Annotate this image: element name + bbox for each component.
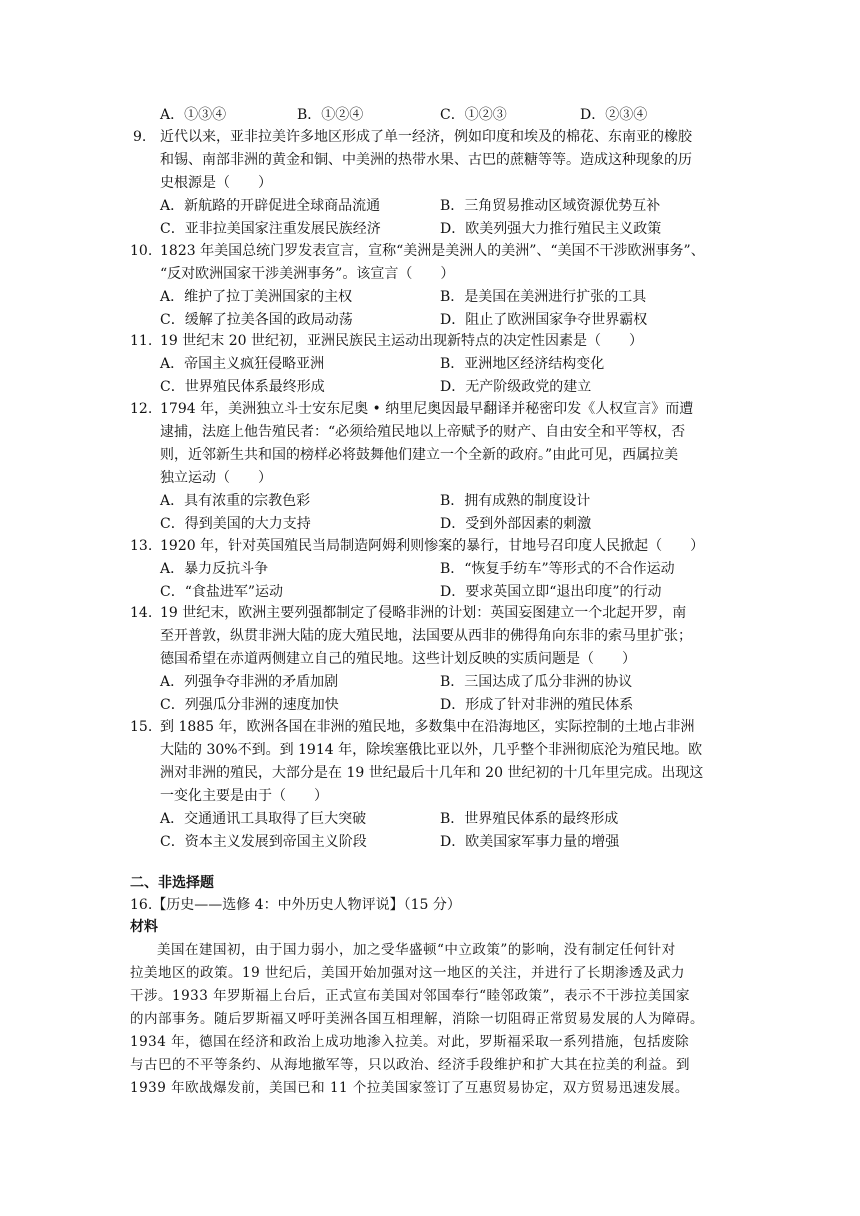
- question-stem-line: 洲对非洲的殖民，大部分是在 19 世纪最后十几年和 20 世纪初的十几年里完成。出现这: [160, 765, 704, 781]
- question-number: 10.: [130, 243, 153, 259]
- question-number: 9.: [133, 129, 147, 145]
- option-b: B．亚洲地区经济结构变化: [440, 356, 605, 372]
- option-d: D．欧美列强大力推行殖民主义政策: [440, 221, 662, 237]
- option-b: B．是美国在美洲进行扩张的工具: [440, 289, 647, 305]
- question-16-title: 16.【历史——选修 4：中外历史人物评说】（15 分）: [130, 897, 461, 913]
- option-d: D．阻止了欧洲国家争夺世界霸权: [440, 312, 648, 328]
- option-d: D．欧美国家军事力量的增强: [440, 834, 620, 850]
- question-stem-line: 近代以来，亚非拉美许多地区形成了单一经济，例如印度和埃及的棉花、东南亚的橡胶: [160, 129, 692, 145]
- option-b: B．三国达成了瓜分非洲的协议: [440, 674, 633, 690]
- question-stem-line: 独立运动（ ）: [160, 470, 272, 486]
- prev-option-b: B．①②④: [297, 107, 364, 123]
- option-c: C．资本主义发展到帝国主义阶段: [160, 834, 367, 850]
- question-stem-line: 大陆的 30%不到。到 1914 年，除埃塞俄比亚以外，几乎整个非洲彻底沦为殖民地。欧: [160, 742, 703, 758]
- question-stem-line: 则，近邻新生共和国的榜样必将鼓舞他们建立一个全新的政府。”由此可见，西属拉美: [160, 447, 679, 463]
- option-b: B．“恢复手纺车”等形式的不合作运动: [440, 561, 675, 577]
- option-c: C．世界殖民体系最终形成: [160, 379, 325, 395]
- question-stem-line: 史根源是（ ）: [160, 175, 272, 191]
- option-a: A．列强争夺非洲的矛盾加剧: [160, 674, 339, 690]
- question-stem-line: 逮捕，法庭上他告殖民者：“必须给殖民地以上帝赋予的财产、自由安全和平等权，否: [160, 424, 686, 440]
- question-stem-line: 到 1885 年，欧洲各国在非洲的殖民地，多数集中在沿海地区，实际控制的土地占非洲: [160, 719, 695, 735]
- question-stem-line: 1920 年，针对英国殖民当局制造阿姆利则惨案的暴行，甘地号召印度人民掀起（ ）: [160, 538, 705, 554]
- option-a: A．维护了拉丁美洲国家的主权: [160, 289, 353, 305]
- material-line: 干涉。1933 年罗斯福上台后，正式宣布美国对邻国奉行“睦邻政策”，表示不干涉拉美国家: [130, 988, 690, 1004]
- option-a: A．具有浓重的宗教色彩: [160, 493, 311, 509]
- option-b: B．世界殖民体系的最终形成: [440, 811, 619, 827]
- material-line: 拉美地区的政策。19 世纪后，美国开始加强对这一地区的关注，并进行了长期渗透及武力: [130, 965, 685, 981]
- material-line: 与古巴的不平等条约、从海地撤军等，只以政治、经济手段维护和扩大其在拉美的利益。到: [130, 1057, 690, 1073]
- option-b: B．三角贸易推动区域资源优势互补: [440, 198, 661, 214]
- option-b: B．拥有成熟的制度设计: [440, 493, 591, 509]
- question-number: 12.: [130, 401, 153, 417]
- option-c: C．列强瓜分非洲的速度加快: [160, 697, 339, 713]
- section-title: 二、非选择题: [130, 875, 214, 891]
- question-stem-line: 一变化主要是由于（ ）: [160, 788, 328, 804]
- material-line: 美国在建国初，由于国力弱小，加之受华盛顿“中立政策”的影响，没有制定任何针对: [157, 942, 676, 958]
- material-label: 材料: [130, 919, 158, 935]
- option-d: D．要求英国立即“退出印度”的行动: [440, 584, 662, 600]
- option-a: A．帝国主义疯狂侵略亚洲: [160, 356, 325, 372]
- option-a: A．交通通讯工具取得了巨大突破: [160, 811, 367, 827]
- question-stem-line: “反对欧洲国家干涉美洲事务”。该宣言（ ）: [160, 266, 455, 282]
- option-d: D．无产阶级政党的建立: [440, 379, 592, 395]
- question-number: 13.: [130, 538, 153, 554]
- question-stem-line: 至开普敦，纵贯非洲大陆的庞大殖民地，法国要从西非的佛得角向东非的索马里扩张；: [160, 628, 692, 644]
- option-c: C．得到美国的大力支持: [160, 516, 311, 532]
- question-stem-line: 1794 年，美洲独立斗士安东尼奥 • 纳里尼奥因最早翻译并秘密印发《人权宣言》而遭: [160, 401, 694, 417]
- question-stem-line: 19 世纪末 20 世纪初，亚洲民族民主运动出现新特点的决定性因素是（ ）: [160, 333, 643, 349]
- question-stem-line: 1823 年美国总统门罗发表宣言，宣称“美洲是美洲人的美洲”、“美国不干涉欧洲事务”、: [160, 243, 705, 259]
- question-number: 15.: [130, 719, 153, 735]
- prev-option-a: A．①③④: [160, 107, 227, 123]
- question-number: 11.: [130, 333, 153, 349]
- option-a: A．暴力反抗斗争: [160, 561, 269, 577]
- option-d: D．形成了针对非洲的殖民体系: [440, 697, 634, 713]
- material-line: 1934 年，德国在经济和政治上成功地渗入拉美。对此，罗斯福采取一系列措施，包括废除: [130, 1034, 690, 1050]
- option-d: D．受到外部因素的刺激: [440, 516, 592, 532]
- option-c: C．“食盐进军”运动: [160, 584, 284, 600]
- question-number: 14.: [130, 605, 153, 621]
- prev-option-d: D．②③④: [580, 107, 648, 123]
- option-a: A．新航路的开辟促进全球商品流通: [160, 198, 381, 214]
- option-c: C．亚非拉美国家注重发展民族经济: [160, 221, 381, 237]
- prev-option-c: C．①②③: [440, 107, 507, 123]
- material-line: 1939 年欧战爆发前，美国已和 11 个拉美国家签订了互惠贸易协定，双方贸易迅速发展。: [130, 1080, 689, 1096]
- question-stem-line: 和锡、南部非洲的黄金和铜、中美洲的热带水果、古巴的蔗糖等等。造成这种现象的历: [160, 152, 692, 168]
- question-stem-line: 德国希望在赤道两侧建立自己的殖民地。这些计划反映的实质问题是（ ）: [160, 651, 636, 667]
- material-line: 的内部事务。随后罗斯福又呼吁美洲各国互相理解，消除一切阻碍正常贸易发展的人为障碍。: [130, 1011, 704, 1027]
- option-c: C．缓解了拉美各国的政局动荡: [160, 312, 353, 328]
- question-stem-line: 19 世纪末，欧洲主要列强都制定了侵略非洲的计划：英国妄图建立一个北起开罗，南: [160, 605, 687, 621]
